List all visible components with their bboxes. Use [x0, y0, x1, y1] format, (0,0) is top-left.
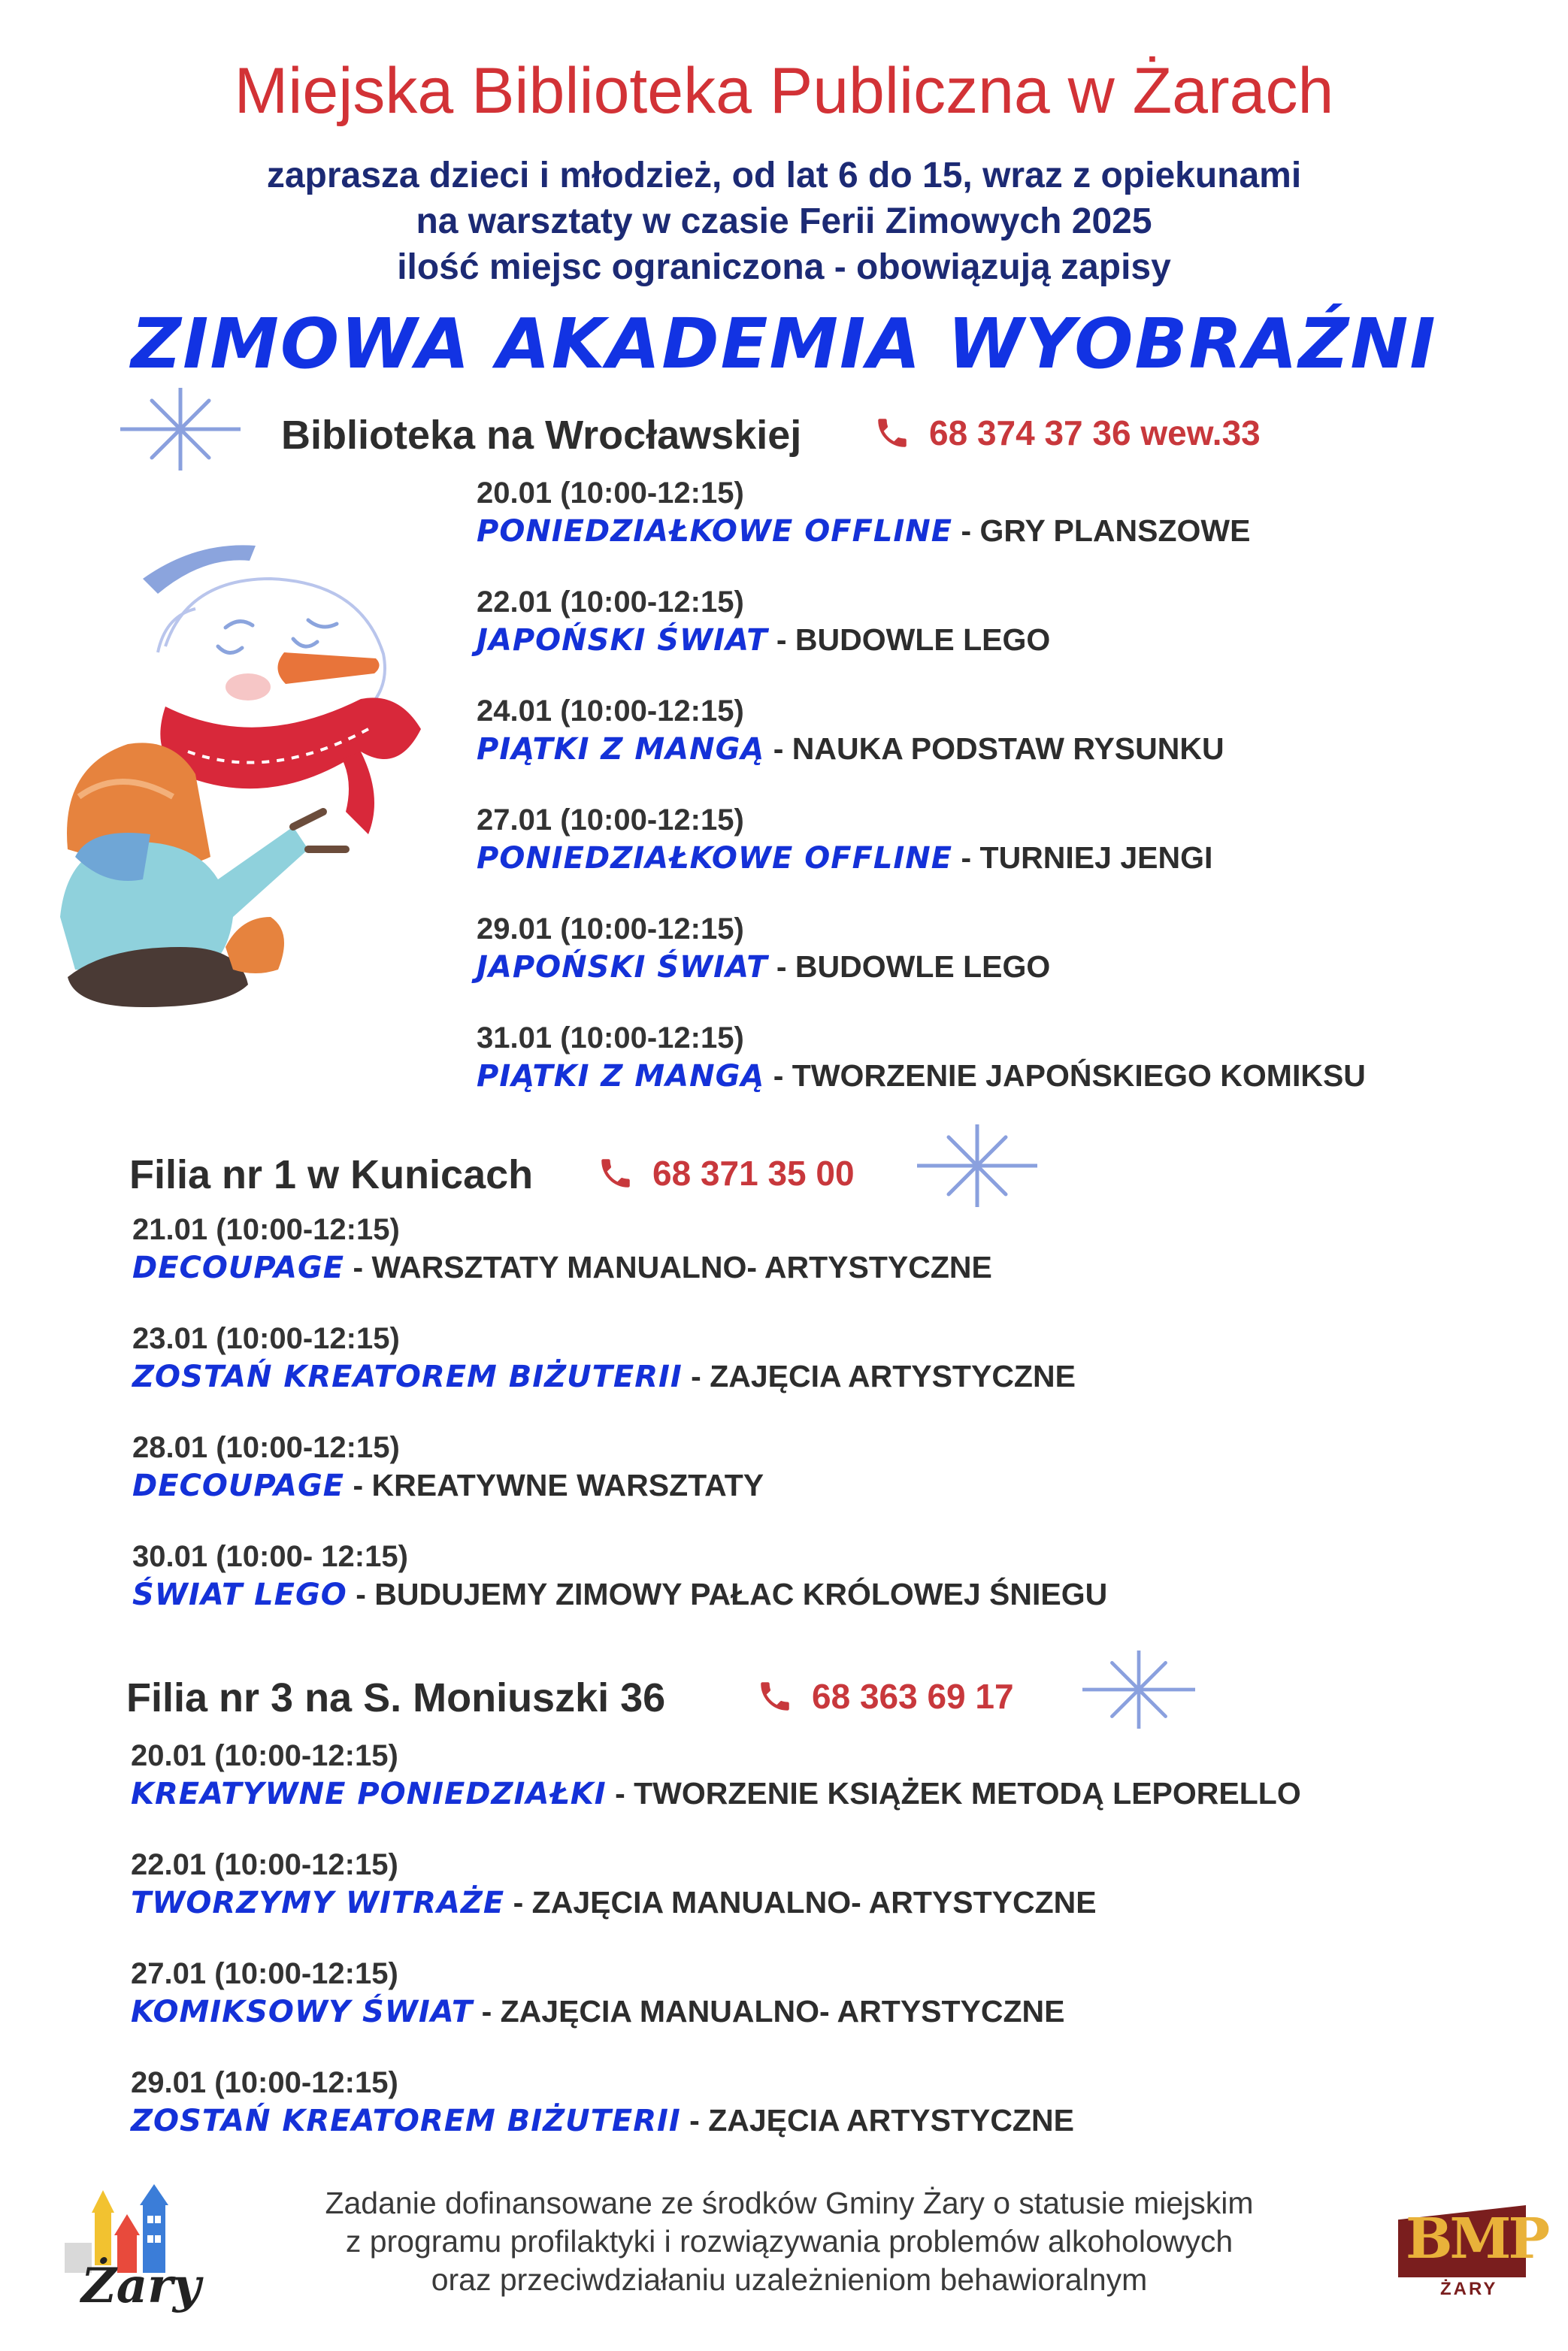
- snowflake-icon: [120, 388, 241, 471]
- event-date: 23.01 (10:00-12:15): [132, 1322, 400, 1355]
- branch-phone: [597, 1154, 855, 1192]
- event-date: 29.01 (10:00-12:15): [477, 912, 744, 946]
- phone-number: 68 374 37 36 wew.33: [929, 413, 1261, 452]
- event-desc: - ZAJĘCIA ARTYSTYCZNE: [680, 2103, 1074, 2138]
- event-title: DECOUPAGE: [132, 1251, 345, 1285]
- bmp-logo-text: BMP: [1406, 2207, 1548, 2271]
- event-desc: - ZAJĘCIA ARTYSTYCZNE: [682, 1359, 1076, 1393]
- event-desc: - BUDUJEMY ZIMOWY PAŁAC KRÓLOWEJ ŚNIEGU: [347, 1577, 1108, 1611]
- zary-logo-text: Żary: [81, 2258, 201, 2314]
- event-desc: - NAUKA PODSTAW RYSUNKU: [764, 731, 1224, 766]
- event-entry: [131, 1959, 1065, 2027]
- event-entry: [477, 477, 1251, 549]
- event-entry: [131, 2068, 1074, 2136]
- event-date: 27.01 (10:00-12:15): [477, 803, 744, 837]
- event-date: 29.01 (10:00-12:15): [131, 2066, 398, 2099]
- footer-line-2: z programu profilaktyki i rozwiązywania problemów alkoholowych: [345, 2224, 1234, 2259]
- event-title: ZOSTAŃ KREATOREM BIŻUTERII: [132, 1360, 683, 1394]
- event-entry: [477, 912, 1051, 985]
- event-desc: - WARSZTATY MANUALNO- ARTYSTYCZNE: [344, 1250, 992, 1284]
- phone-icon: [873, 414, 911, 452]
- page-title: Miejska Biblioteka Publiczna w Żarach: [234, 55, 1334, 127]
- event-entry: [477, 694, 1224, 767]
- event-date: 24.01 (10:00-12:15): [477, 694, 744, 728]
- event-desc: - TURNIEJ JENGI: [952, 840, 1213, 875]
- footer-line-1: Zadanie dofinansowane ze środków Gminy Żary o statusie miejskim: [325, 2186, 1254, 2220]
- event-date: 28.01 (10:00-12:15): [132, 1431, 400, 1464]
- event-title: DECOUPAGE: [132, 1469, 345, 1503]
- phone-number: 68 371 35 00: [652, 1154, 855, 1193]
- zary-city-logo: [65, 2183, 200, 2318]
- event-title: JAPOŃSKI ŚWIAT: [477, 623, 768, 658]
- branch-name: Biblioteka na Wrocławskiej: [281, 413, 802, 458]
- phone-icon: [597, 1154, 634, 1192]
- event-title: PONIEDZIAŁKOWE OFFLINE: [477, 514, 953, 549]
- event-date: 22.01 (10:00-12:15): [477, 585, 744, 619]
- event-desc: - ZAJĘCIA MANUALNO- ARTYSTYCZNE: [504, 1885, 1097, 1920]
- event-entry: [132, 1324, 1076, 1392]
- branch-name: Filia nr 1 w Kunicach: [129, 1152, 534, 1197]
- event-desc: - BUDOWLE LEGO: [767, 622, 1051, 657]
- footer-line-3: oraz przeciwdziałaniu uzależnieniom behawioralnym: [431, 2262, 1148, 2297]
- event-desc: - TWORZENIE KSIĄŻEK METODĄ LEPORELLO: [606, 1776, 1301, 1811]
- event-entry: [132, 1433, 764, 1501]
- event-date: 21.01 (10:00-12:15): [132, 1213, 400, 1246]
- event-title: JAPOŃSKI ŚWIAT: [477, 950, 768, 985]
- event-entry: [477, 1021, 1366, 1094]
- event-desc: - ZAJĘCIA MANUALNO- ARTYSTYCZNE: [473, 1994, 1065, 2029]
- event-title: ZOSTAŃ KREATOREM BIŻUTERII: [131, 2104, 681, 2138]
- intro-line-3: ilość miejsc ograniczona - obowiązują zapisy: [397, 247, 1171, 287]
- event-title: TWORZYMY WITRAŻE: [131, 1886, 505, 1920]
- intro-line-2: na warsztaty w czasie Ferii Zimowych 2025: [416, 201, 1152, 241]
- intro-line-1: zaprasza dzieci i młodzież, od lat 6 do 15, wraz z opiekunami: [266, 156, 1302, 195]
- bmp-library-logo: [1398, 2205, 1548, 2301]
- event-desc: - KREATYWNE WARSZTATY: [344, 1468, 764, 1502]
- footer-text: [226, 2184, 1353, 2299]
- branch-name: Filia nr 3 na S. Moniuszki 36: [126, 1675, 666, 1720]
- phone-icon: [756, 1678, 794, 1715]
- event-title: PIĄTKI Z MANGĄ: [477, 732, 765, 767]
- headline: ZIMOWA AKADEMIA WYOBRAŹNI: [131, 304, 1437, 384]
- event-desc: - BUDOWLE LEGO: [767, 949, 1051, 984]
- event-date: 22.01 (10:00-12:15): [131, 1848, 398, 1881]
- event-date: 31.01 (10:00-12:15): [477, 1021, 744, 1054]
- event-title: ŚWIAT LEGO: [132, 1578, 347, 1612]
- snowman-illustration: [45, 526, 466, 1007]
- event-desc: - GRY PLANSZOWE: [952, 513, 1251, 548]
- event-title: PONIEDZIAŁKOWE OFFLINE: [477, 841, 953, 876]
- event-entry: [132, 1542, 1107, 1610]
- branch-phone: [756, 1678, 1014, 1715]
- branch-phone: [873, 414, 1261, 452]
- event-entry: [477, 585, 1051, 658]
- event-date: 30.01 (10:00- 12:15): [132, 1540, 408, 1573]
- event-date: 27.01 (10:00-12:15): [131, 1957, 398, 1990]
- bmp-logo-subtext: ŻARY: [1440, 2279, 1498, 2299]
- snowflake-icon: [917, 1124, 1037, 1207]
- event-entry: [477, 803, 1213, 876]
- snowflake-icon: [1082, 1651, 1195, 1729]
- event-entry: [132, 1215, 992, 1283]
- event-title: KOMIKSOWY ŚWIAT: [131, 1995, 474, 2029]
- event-title: PIĄTKI Z MANGĄ: [477, 1059, 765, 1094]
- event-entry: [131, 1741, 1301, 1809]
- event-date: 20.01 (10:00-12:15): [131, 1739, 398, 1772]
- event-title: KREATYWNE PONIEDZIAŁKI: [131, 1777, 607, 1811]
- event-entry: [131, 1850, 1097, 1918]
- event-desc: - TWORZENIE JAPOŃSKIEGO KOMIKSU: [764, 1058, 1366, 1093]
- phone-number: 68 363 69 17: [812, 1677, 1014, 1716]
- event-date: 20.01 (10:00-12:15): [477, 477, 744, 510]
